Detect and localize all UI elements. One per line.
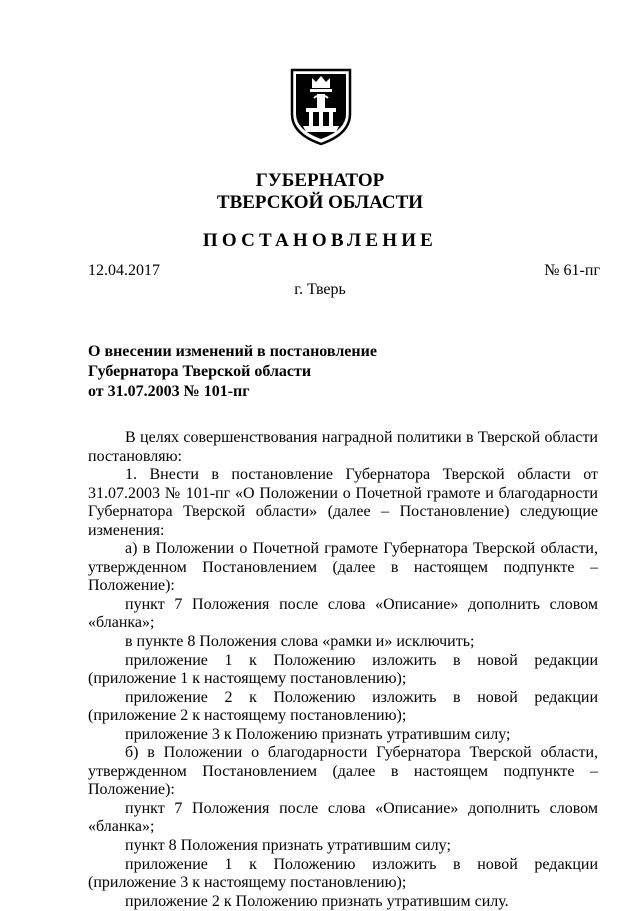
paragraph-item-1: 1. Внести в постановление Губернатора Тверской области от 31.07.2003 № 101-пг «О Положении о Почетной грамоте и благодарности Губернатора Тверской области» (далее – Постановление) следующие изменения:: [88, 466, 598, 539]
paragraph-b-appendix-2: приложение 2 к Положению признать утратившим силу.: [125, 892, 509, 910]
paragraph-b-appendix-1: приложение 1 к Положению изложить в новой редакции (приложение 3 к настоящему постановлению);: [88, 855, 598, 892]
document-body: [88, 429, 598, 911]
paragraph-a-point-8: в пункте 8 Положения слова «рамки и» исключить;: [125, 633, 475, 651]
title-line-3: от 31.07.2003 № 101-пг: [88, 383, 250, 400]
document-title: [88, 342, 377, 402]
paragraph-a-point-7: пункт 7 Положения после слова «Описание» дополнить словом «бланка»;: [88, 595, 598, 632]
document-date: 12.04.2017: [88, 262, 160, 279]
authority-line-1: ГУБЕРНАТОР: [255, 170, 385, 191]
title-line-1: О внесении изменений в постановление: [88, 343, 377, 360]
coat-of-arms-emblem: [290, 68, 352, 146]
paragraph-preamble: В целях совершенствования наградной политики в Тверской области постановляю:: [88, 429, 598, 465]
document-type: ПОСТАНОВЛЕНИЕ: [202, 230, 438, 251]
authority-line-2: ТВЕРСКОЙ ОБЛАСТИ: [216, 192, 424, 213]
document-city: г. Тверь: [294, 281, 346, 298]
paragraph-a-appendix-1: приложение 1 к Положению изложить в новой редакции (приложение 1 к настоящему постановлению);: [88, 651, 598, 688]
paragraph-a-appendix-2: приложение 2 к Положению изложить в новой редакции (приложение 2 к настоящему постановлению);: [88, 688, 598, 725]
paragraph-b-point-8: пункт 8 Положения признать утратившим силу;: [125, 837, 451, 855]
paragraph-a-appendix-3: приложение 3 к Положению признать утратившим силу;: [125, 725, 511, 743]
paragraph-subitem-a: а) в Положении о Почетной грамоте Губернатора Тверской области, утвержденном Постановлением (далее в настоящем подпункте – Положение):: [88, 540, 598, 595]
title-line-2: Губернатора Тверской области: [88, 363, 312, 380]
paragraph-subitem-b: б) в Положении о благодарности Губернатора Тверской области, утвержденном Постановлением (далее в настоящем подпункте – Положение):: [88, 744, 598, 799]
paragraph-b-point-7: пункт 7 Положения после слова «Описание» дополнить словом «бланка»;: [88, 799, 598, 836]
document-number: № 61-пг: [544, 262, 600, 279]
